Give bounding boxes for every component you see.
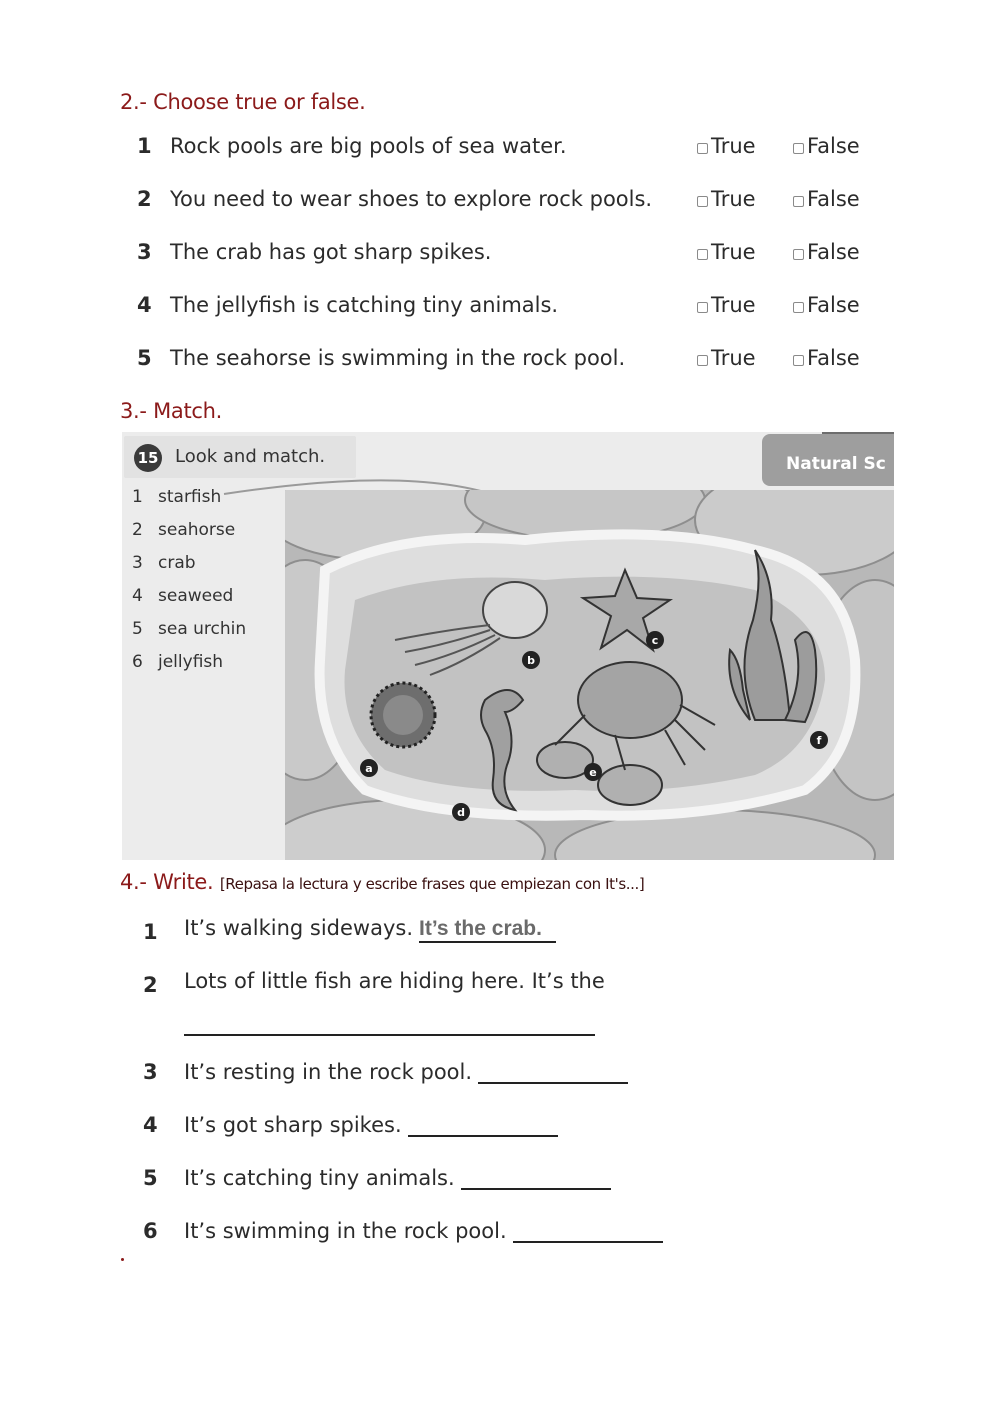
- question-number: 5: [137, 346, 152, 370]
- section-4-title: 4.- Write.: [120, 870, 214, 894]
- false-option[interactable]: [793, 240, 860, 264]
- instruction-text: Look and match.: [175, 446, 326, 467]
- false-label: False: [807, 240, 860, 264]
- activity-number-badge: 15: [134, 444, 162, 472]
- item-prompt: It’s got sharp spikes.: [184, 1113, 402, 1137]
- true-label: True: [711, 346, 756, 370]
- question-number: 1: [137, 134, 152, 158]
- word-label: seahorse: [158, 520, 236, 540]
- letter-marker: b: [527, 654, 535, 667]
- false-label: False: [807, 293, 860, 317]
- answer-example: It’s the crab.: [419, 917, 556, 943]
- item-number: 1: [143, 920, 158, 944]
- word-number: 2: [132, 520, 143, 540]
- word-label: seaweed: [158, 586, 234, 606]
- page-dot: [121, 1258, 124, 1261]
- tf-question-3: [0, 240, 1000, 270]
- answer-blank[interactable]: [478, 1056, 628, 1084]
- true-label: True: [711, 187, 756, 211]
- false-option[interactable]: [793, 187, 860, 211]
- true-option[interactable]: [697, 187, 756, 211]
- answer-blank[interactable]: [461, 1162, 611, 1190]
- checkbox-icon[interactable]: [697, 302, 708, 313]
- item-prompt: It’s catching tiny animals.: [184, 1166, 455, 1190]
- item-number: 3: [143, 1060, 158, 1084]
- item-number: 4: [143, 1113, 158, 1137]
- answer-blank[interactable]: [408, 1109, 558, 1137]
- letter-marker: f: [816, 734, 822, 747]
- rock-pool-scene: [285, 490, 894, 860]
- checkbox-icon[interactable]: [697, 249, 708, 260]
- true-option[interactable]: [697, 346, 756, 370]
- item-number: 2: [143, 973, 158, 997]
- word-number: 1: [132, 487, 143, 507]
- tf-question-2: [0, 187, 1000, 217]
- item-prompt: It’s resting in the rock pool.: [184, 1060, 473, 1084]
- checkbox-icon[interactable]: [697, 143, 708, 154]
- subject-banner-label: Natural Sc: [786, 454, 886, 474]
- false-option[interactable]: [793, 293, 860, 317]
- true-label: True: [711, 240, 756, 264]
- false-label: False: [807, 134, 860, 158]
- section-4-note: [Repasa la lectura y escribe frases que empiezan con It's...]: [219, 875, 645, 893]
- letter-marker: a: [365, 762, 373, 775]
- true-option[interactable]: [697, 134, 756, 158]
- checkbox-icon[interactable]: [697, 355, 708, 366]
- true-option[interactable]: [697, 240, 756, 264]
- section-3-heading: 3.- Match.: [120, 399, 223, 423]
- sea-urchin-figure: [371, 683, 435, 747]
- checkbox-icon[interactable]: [793, 143, 804, 154]
- true-label: True: [711, 293, 756, 317]
- false-label: False: [807, 346, 860, 370]
- item-prompt: It’s swimming in the rock pool.: [184, 1219, 507, 1243]
- answer-blank[interactable]: [184, 1010, 595, 1036]
- item-number: 6: [143, 1219, 158, 1243]
- checkbox-icon[interactable]: [793, 249, 804, 260]
- checkbox-icon[interactable]: [793, 302, 804, 313]
- word-number: 4: [132, 586, 143, 606]
- false-option[interactable]: [793, 346, 860, 370]
- match-illustration: [122, 432, 894, 860]
- section-2-heading: 2.- Choose true or false.: [120, 90, 366, 114]
- question-statement: The jellyfish is catching tiny animals.: [170, 293, 559, 317]
- question-statement: You need to wear shoes to explore rock pools.: [170, 187, 653, 211]
- question-number: 2: [137, 187, 152, 211]
- question-statement: The crab has got sharp spikes.: [170, 240, 492, 264]
- word-number: 3: [132, 553, 143, 573]
- section-4-heading: [120, 870, 644, 894]
- word-label: jellyfish: [158, 652, 224, 672]
- letter-marker: d: [457, 806, 465, 819]
- tf-question-4: [0, 293, 1000, 323]
- word-number: 5: [132, 619, 143, 639]
- question-statement: The seahorse is swimming in the rock pool.: [170, 346, 626, 370]
- checkbox-icon[interactable]: [697, 196, 708, 207]
- word-label: sea urchin: [158, 619, 247, 639]
- item-prompt: It’s walking sideways.: [184, 916, 414, 940]
- word-label: crab: [158, 553, 196, 573]
- true-option[interactable]: [697, 293, 756, 317]
- tf-question-5: [0, 346, 1000, 376]
- letter-marker: c: [651, 634, 659, 647]
- checkbox-icon[interactable]: [793, 355, 804, 366]
- question-number: 4: [137, 293, 152, 317]
- false-label: False: [807, 187, 860, 211]
- tf-question-1: [0, 134, 1000, 164]
- checkbox-icon[interactable]: [793, 196, 804, 207]
- question-statement: Rock pools are big pools of sea water.: [170, 134, 567, 158]
- item-prompt: Lots of little fish are hiding here. It’s the: [184, 969, 605, 993]
- letter-marker: e: [589, 766, 597, 779]
- item-number: 5: [143, 1166, 158, 1190]
- answer-blank[interactable]: [513, 1215, 663, 1243]
- word-number: 6: [132, 652, 143, 672]
- false-option[interactable]: [793, 134, 860, 158]
- word-label: starfish: [158, 487, 222, 507]
- question-number: 3: [137, 240, 152, 264]
- true-label: True: [711, 134, 756, 158]
